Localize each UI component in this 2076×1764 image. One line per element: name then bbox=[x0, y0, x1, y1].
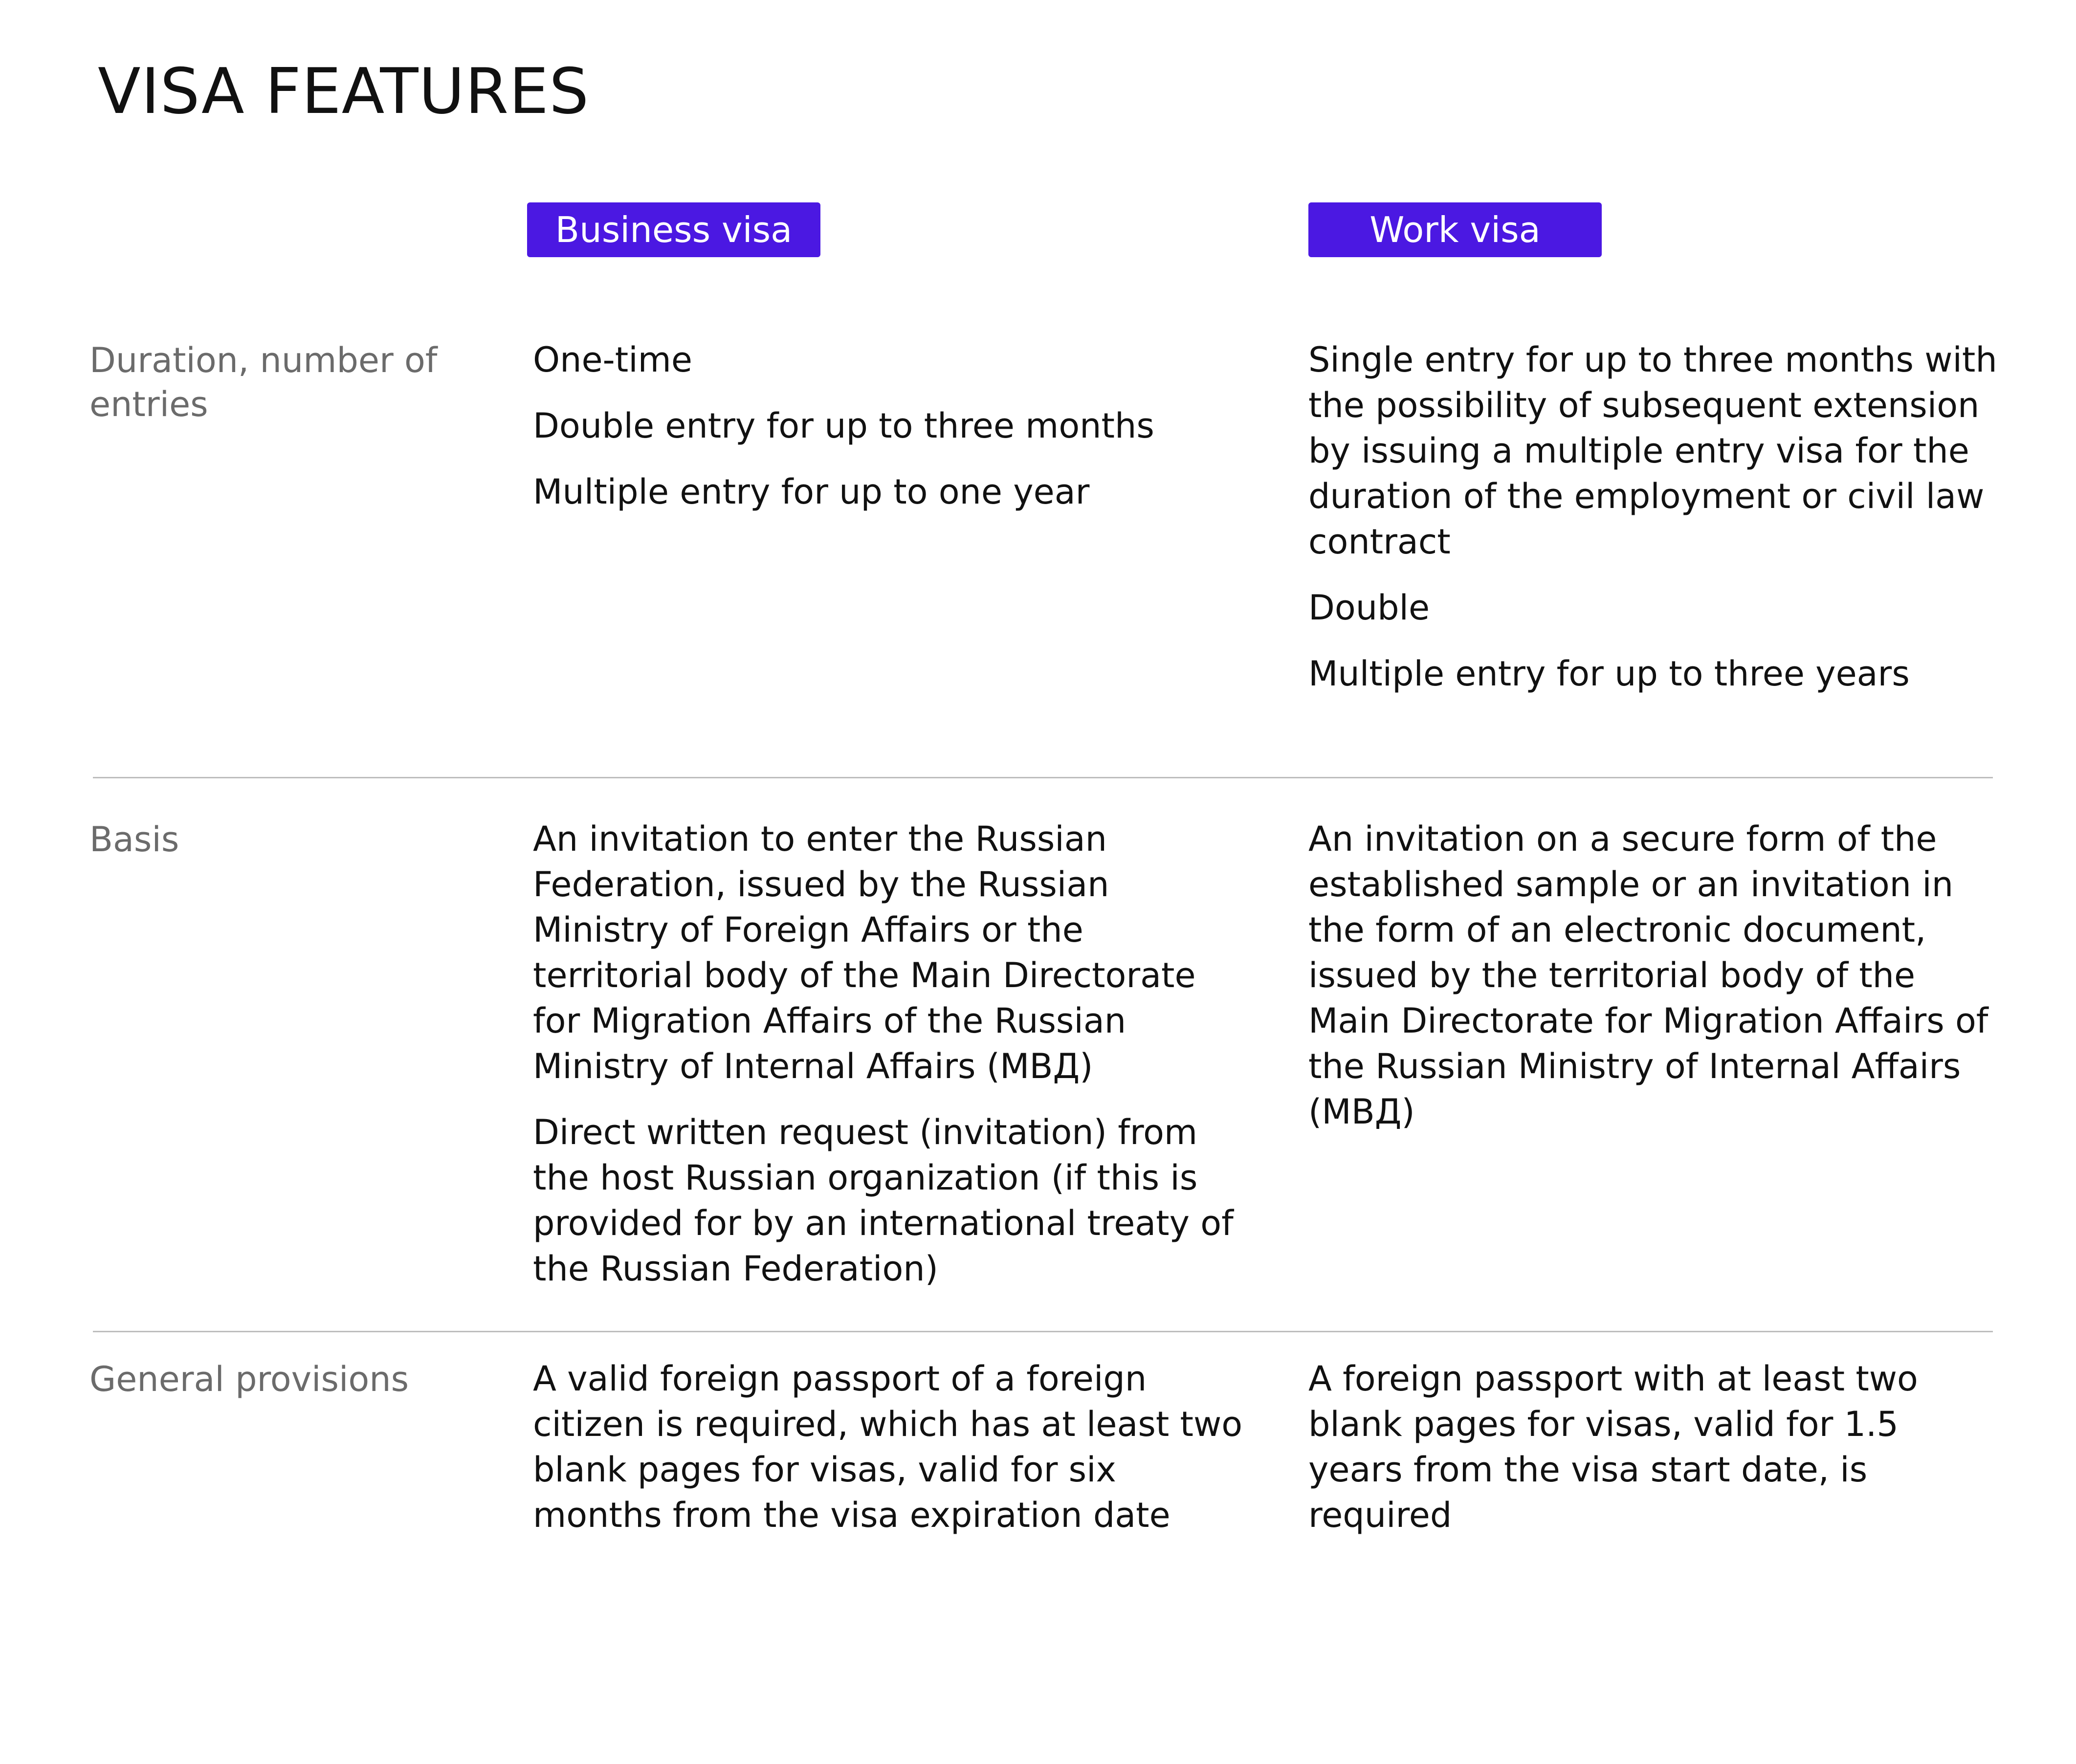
row-label-general-provisions: General provisions bbox=[89, 1359, 409, 1399]
work-duration-cell bbox=[1308, 337, 2003, 697]
work-duration-item: Double bbox=[1308, 588, 1430, 628]
business-duration-cell bbox=[533, 337, 1247, 515]
work-duration-item: Multiple entry for up to three years bbox=[1308, 654, 1910, 694]
work-duration-item: Single entry for up to three months with the possibility of subsequent extension by issuing a multiple entry visa for the duration of the employment or civil law contract bbox=[1308, 340, 1997, 562]
work-visa-header: Work visa bbox=[1308, 202, 1602, 257]
business-duration-item: Double entry for up to three months bbox=[533, 406, 1154, 446]
business-basis-cell bbox=[533, 816, 1247, 1292]
business-duration-item: One-time bbox=[533, 340, 692, 380]
work-basis-item: An invitation on a secure form of the established sample or an invitation in the form of an electronic document, issued by the territorial body of the Main Directorate for Migration Affairs of the Russian Ministry of Internal Affairs (МВД) bbox=[1308, 819, 1988, 1132]
work-general-cell bbox=[1308, 1356, 2003, 1538]
business-general-item: A valid foreign passport of a foreign citizen is required, which has at least two blank pages for visas, valid for six months from the visa expiration date bbox=[533, 1359, 1243, 1535]
business-visa-header: Business visa bbox=[527, 202, 820, 257]
business-general-cell bbox=[533, 1356, 1247, 1538]
row-label-basis: Basis bbox=[89, 819, 179, 860]
row-divider bbox=[93, 777, 1993, 778]
row-divider bbox=[93, 1331, 1993, 1332]
business-duration-item: Multiple entry for up to one year bbox=[533, 472, 1090, 512]
work-general-item: A foreign passport with at least two blank pages for visas, valid for 1.5 years from the visa start date, is required bbox=[1308, 1359, 1918, 1535]
business-basis-item: Direct written request (invitation) from the host Russian organization (if this is provided for by an international treaty of the Russian Federation) bbox=[533, 1112, 1234, 1289]
business-basis-item: An invitation to enter the Russian Federation, issued by the Russian Ministry of Foreign Affairs or the territorial body of the Main Directorate for Migration Affairs of the Russian Ministry of Internal Affairs (МВД) bbox=[533, 819, 1196, 1086]
page-title: VISA FEATURES bbox=[98, 55, 590, 128]
work-basis-cell bbox=[1308, 816, 2003, 1135]
row-label-duration: Duration, number of entries bbox=[89, 340, 438, 424]
